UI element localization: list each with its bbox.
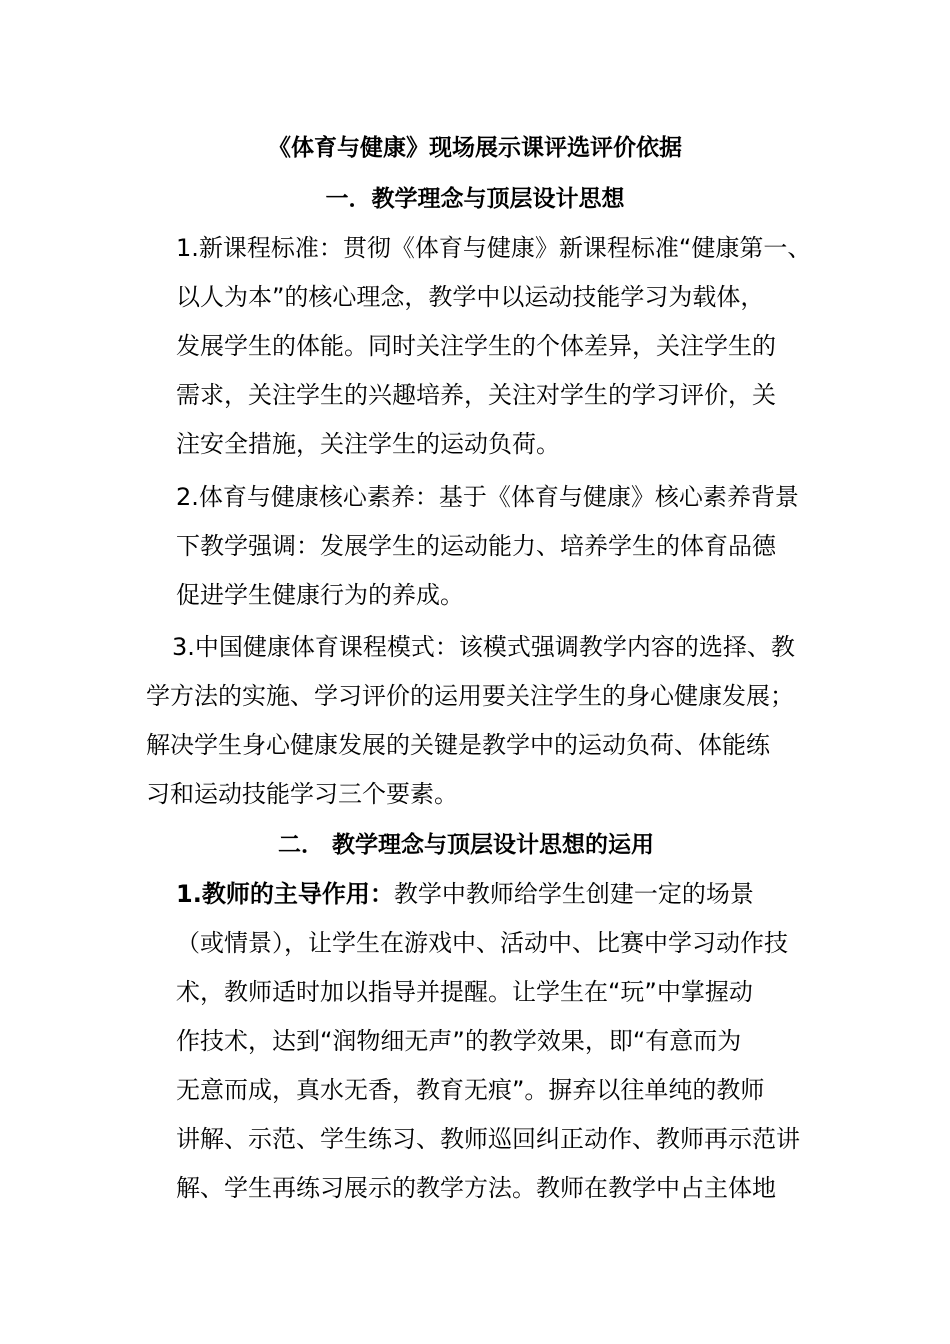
section-2-heading: 二． 教学理念与顶层设计思想的运用 <box>278 832 655 858</box>
section-1-heading: 一．教学理念与顶层设计思想 <box>325 186 625 212</box>
section-1-p1-line-3: 发展学生的体能。同时关注学生的个体差异，关注学生的 <box>176 332 776 360</box>
section-1-p3-line-3: 解决学生身心健康发展的关键是教学中的运动负荷、体能练 <box>146 731 770 759</box>
section-2-p1-line-4: 作技术，达到“润物细无声”的教学效果，即“有意而为 <box>176 1027 742 1055</box>
section-2-p1-lead: 1.教师的主导作用： <box>176 880 394 908</box>
section-2-p1-line-5: 无意而成，真水无香，教育无痕”。摒弃以往单纯的教师 <box>176 1076 765 1104</box>
section-1-p1-line-4: 需求，关注学生的兴趣培养，关注对学生的学习评价，关 <box>176 381 776 409</box>
section-1-p3-line-4: 习和运动技能学习三个要素。 <box>146 780 458 808</box>
section-1-p1-line-1: 1.新课程标准：贯彻《体育与健康》新课程标准“健康第一、 <box>176 234 812 262</box>
section-1-p3-line-2: 学方法的实施、学习评价的运用要关注学生的身心健康发展； <box>146 682 794 710</box>
section-1-p2-line-3: 促进学生健康行为的养成。 <box>176 581 464 609</box>
section-1-p1-line-2: 以人为本”的核心理念，教学中以运动技能学习为载体， <box>176 283 765 311</box>
section-2-p1-line-1-rest: 教学中教师给学生创建一定的场景 <box>393 880 754 908</box>
section-2-p1-line-2: （或情景），让学生在游戏中、活动中、比赛中学习动作技 <box>176 929 788 957</box>
section-1-p2-line-2: 下教学强调：发展学生的运动能力、培养学生的体育品德 <box>176 532 776 560</box>
section-1-p3-line-1: 3.中国健康体育课程模式：该模式强调教学内容的选择、教 <box>172 633 795 661</box>
section-1-p2-line-1: 2.体育与健康核心素养：基于《体育与健康》核心素养背景 <box>176 483 799 511</box>
section-2-p1-line-6: 讲解、示范、学生练习、教师巡回纠正动作、教师再示范讲 <box>176 1125 800 1153</box>
section-2-p1-line-3: 术，教师适时加以指导并提醒。让学生在“玩”中掌握动 <box>176 978 753 1006</box>
section-1-p1-line-5: 注安全措施，关注学生的运动负荷。 <box>176 430 560 458</box>
section-2-p1-line-7: 解、学生再练习展示的教学方法。教师在教学中占主体地 <box>176 1174 776 1202</box>
document-title: 《体育与健康》现场展示课评选评价依据 <box>268 135 682 161</box>
section-2-p1-line-1 <box>176 878 754 910</box>
